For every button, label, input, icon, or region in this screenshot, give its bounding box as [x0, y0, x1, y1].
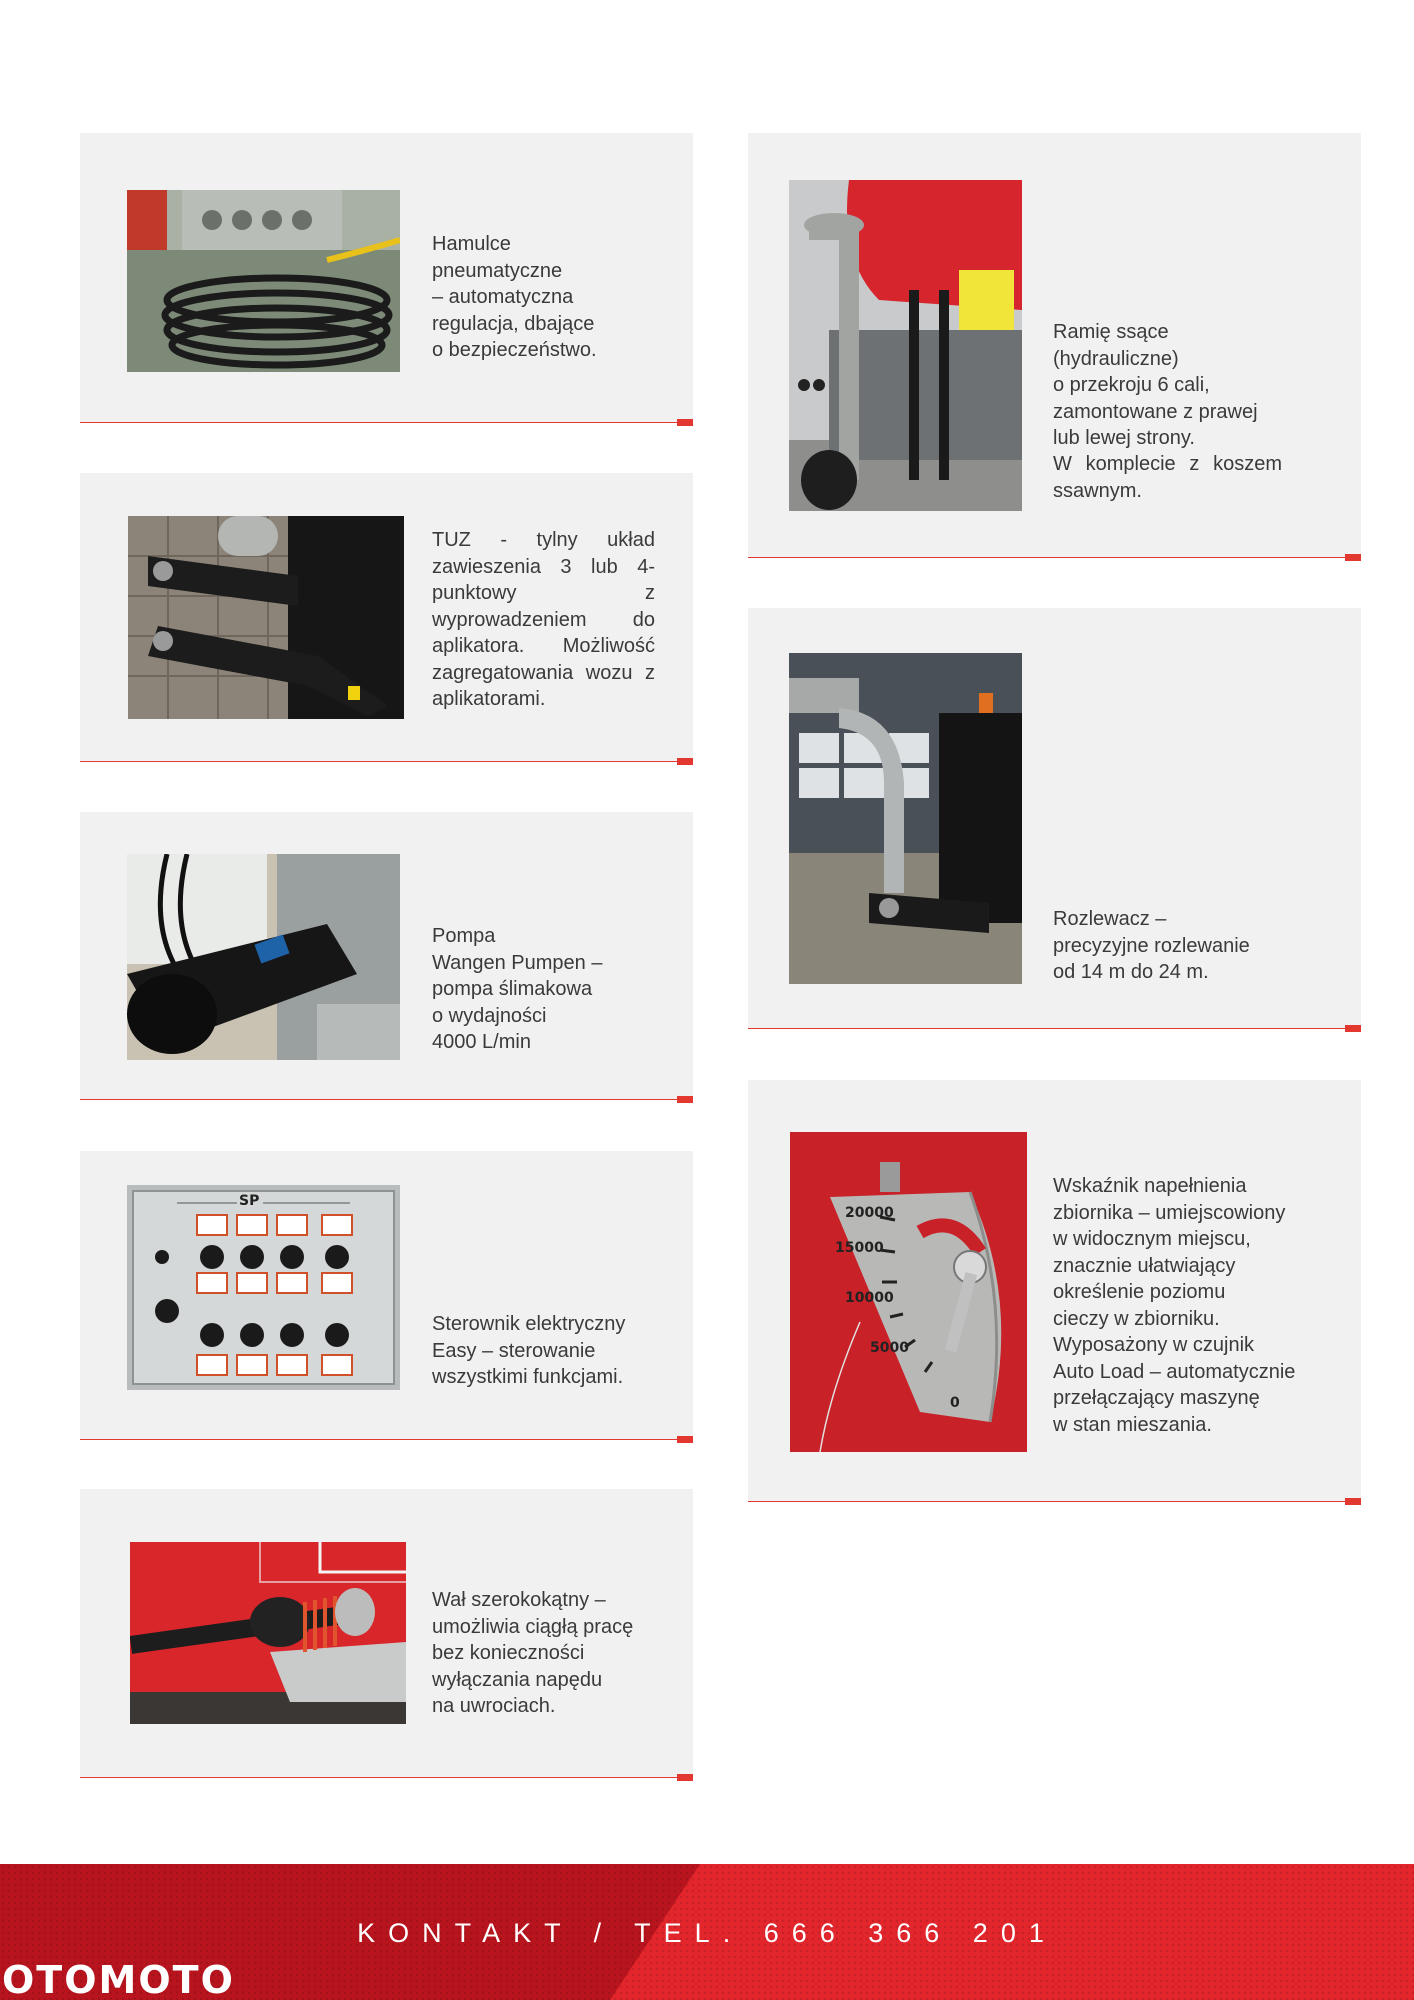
brake-hoses-photo — [127, 190, 400, 372]
card-divider — [80, 1099, 693, 1100]
control-panel-photo — [127, 1185, 400, 1390]
rear-hitch-photo — [128, 516, 404, 719]
card-divider — [80, 1439, 693, 1440]
feature-card-suction-arm — [748, 133, 1361, 558]
feature-text-tuz: TUZ - tylny układ zawieszenia 3 lub 4- punktowy z wyprowadzeniem do aplikatora. Możliwość zagregatowania wozu z aplikatorami. — [432, 529, 655, 710]
spreader-photo — [789, 653, 1022, 984]
feature-text-spreader: Rozlewacz – precyzyjne rozlewanie od 14 m do 24 m. — [1053, 908, 1250, 983]
feature-card-controller — [80, 1151, 693, 1440]
card-divider — [748, 1028, 1361, 1029]
feature-text-suction-arm: Ramię ssące (hydrauliczne) o przekroju 6 cali, zamontowane z prawej lub lewej strony. — [1053, 321, 1258, 449]
suction-arm-photo — [789, 180, 1022, 511]
card-divider — [80, 422, 693, 423]
feature-card-tuz — [80, 473, 693, 762]
feature-text-suction-arm-extra: W komplecie z koszem ssawnym. — [1053, 453, 1282, 502]
fill-gauge-photo — [790, 1132, 1027, 1452]
feature-text-shaft: Wał szerokokątny – umożliwia ciągłą pracę bez konieczności wyłączania napędu na uwrociach. — [432, 1589, 634, 1717]
feature-text-controller: Sterownik elektryczny Easy – sterowanie wszystkimi funkcjami. — [432, 1313, 626, 1388]
card-divider — [80, 761, 693, 762]
feature-card-spreader — [748, 608, 1361, 1029]
card-divider-tab — [1345, 554, 1361, 561]
footer-banner — [0, 1864, 1414, 2000]
footer-contact: KONTAKT / TEL. 666 366 201 — [357, 1918, 1057, 1948]
card-divider — [80, 1777, 693, 1778]
card-divider-tab — [677, 1436, 693, 1443]
card-divider — [748, 557, 1361, 558]
card-divider-tab — [677, 1096, 693, 1103]
card-divider-tab — [677, 1774, 693, 1781]
gauge-label-15000: 15000 — [835, 1240, 884, 1256]
feature-card-shaft — [80, 1489, 693, 1778]
pto-shaft-photo — [130, 1542, 406, 1724]
card-divider-tab — [677, 758, 693, 765]
card-divider — [748, 1501, 1361, 1502]
feature-text-gauge: Wskaźnik napełnienia zbiornika – umiejscowiony w widocznym miejscu, znacznie ułatwiający określenie poziomu cieczy w zbiorniku. Wyposażony w czujnik Auto Load – automatycznie przełączający maszynę w stan mieszania. — [1053, 1175, 1296, 1436]
card-divider-tab — [1345, 1025, 1361, 1032]
pump-photo — [127, 854, 400, 1060]
otomoto-logo[interactable]: OTOMOTO — [2, 1958, 235, 2000]
panel-brand-text: SP — [239, 1193, 260, 1209]
feature-text-pump: Pompa Wangen Pumpen – pompa ślimakowa o wydajności 4000 L/min — [432, 925, 603, 1053]
feature-card-gauge — [748, 1080, 1361, 1502]
card-divider-tab — [677, 419, 693, 426]
card-divider-tab — [1345, 1498, 1361, 1505]
gauge-label-5000: 5000 — [870, 1340, 909, 1356]
feature-text-brakes: Hamulce pneumatyczne – automatyczna regulacja, dbające o bezpieczeństwo. — [432, 233, 597, 361]
gauge-label-20000: 20000 — [845, 1205, 894, 1221]
feature-card-brakes — [80, 133, 693, 423]
gauge-label-0: 0 — [950, 1395, 960, 1411]
feature-card-pump — [80, 812, 693, 1100]
gauge-label-10000: 10000 — [845, 1290, 894, 1306]
